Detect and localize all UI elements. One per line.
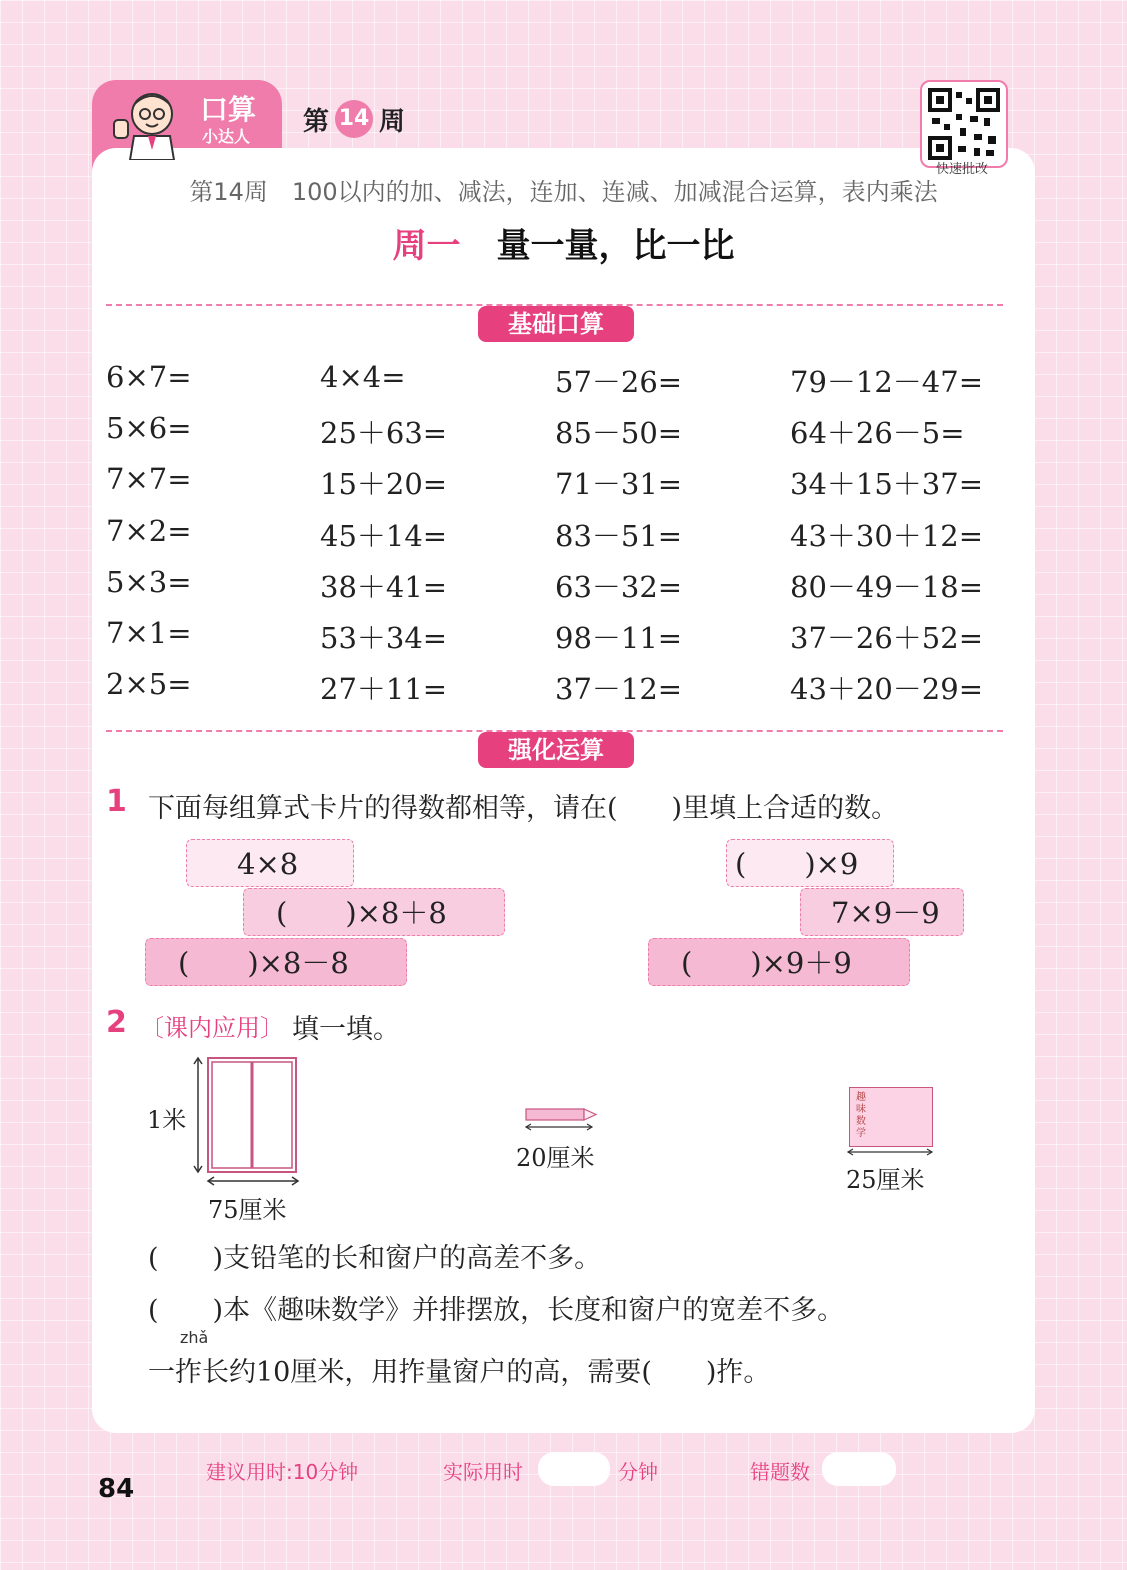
day-title (92, 218, 1035, 267)
arithmetic-problem[interactable]: 7×1= (106, 616, 192, 650)
formula-card[interactable]: ( )×8－8 (145, 938, 407, 986)
arithmetic-problem[interactable]: 38＋41= (320, 569, 448, 604)
qr-label: 快速批改 (935, 162, 988, 177)
actual-time-input[interactable] (538, 1452, 610, 1486)
question-text: 下面每组算式卡片的得数都相等，请在( )里填上合适的数。 (148, 793, 899, 824)
question-text: 填一填。 (292, 1014, 400, 1045)
week-label (303, 100, 405, 138)
day-label: 周一 (392, 226, 461, 266)
pencil-length-label: 20厘米 (516, 1144, 595, 1172)
book-width-arrow (846, 1146, 936, 1158)
arithmetic-problem[interactable]: 83－51= (555, 518, 683, 553)
question-tag: 〔课内应用〕 (140, 1014, 284, 1042)
arithmetic-problem[interactable]: 15＋20= (320, 467, 448, 502)
arithmetic-problem[interactable]: 4×4= (320, 360, 406, 394)
formula-card[interactable]: ( )×8＋8 (243, 888, 505, 936)
fill-line-2[interactable]: ( )本《趣味数学》并排摆放，长度和窗户的宽差不多。 (148, 1295, 845, 1326)
day-topic: 量一量，比一比 (496, 226, 735, 266)
window-height-label: 1米 (147, 1106, 187, 1134)
arithmetic-problem[interactable]: 63－32= (555, 569, 683, 604)
book-width-label: 25厘米 (846, 1166, 925, 1194)
pinyin-annotation: zhǎ (180, 1328, 209, 1347)
section-tag-advanced: 强化运算 (478, 732, 634, 768)
arithmetic-problem[interactable]: 80－49－18= (790, 569, 984, 604)
window-width-arrow (206, 1174, 300, 1188)
week-number-badge: 14 (335, 100, 373, 138)
minutes-label: 分钟 (618, 1460, 658, 1484)
actual-time-label: 实际用时 (443, 1460, 523, 1484)
arithmetic-problem[interactable]: 64＋26－5= (790, 416, 965, 451)
arithmetic-problem[interactable]: 53＋34= (320, 621, 448, 655)
question-number: 1 (106, 784, 127, 819)
error-count-input[interactable] (822, 1452, 896, 1486)
arithmetic-problem[interactable]: 79－12－47= (790, 365, 984, 399)
fill-line-1[interactable]: ( )支铅笔的长和窗户的高差不多。 (148, 1243, 602, 1274)
question-number: 2 (106, 1005, 127, 1040)
arithmetic-problem[interactable]: 7×7= (106, 462, 192, 497)
week-suffix: 周 (379, 106, 406, 137)
week-subtitle: 第14周 100以内的加、减法，连加、连减、加减混合运算，表内乘法 (189, 178, 938, 206)
formula-card[interactable]: ( )×9 (726, 839, 894, 887)
formula-card: 7×9－9 (800, 888, 964, 936)
formula-card: 4×8 (186, 839, 354, 887)
arithmetic-problem[interactable]: 45＋14= (320, 518, 448, 553)
arithmetic-problem[interactable]: 34＋15＋37= (790, 467, 984, 502)
arithmetic-problem[interactable]: 71－31= (555, 467, 683, 502)
arithmetic-problem[interactable]: 6×7= (106, 360, 192, 394)
arithmetic-problem[interactable]: 57－26= (555, 365, 683, 399)
arithmetic-problem[interactable]: 2×5= (106, 667, 192, 702)
arithmetic-problem[interactable]: 85－50= (555, 416, 683, 451)
window-icon (192, 1054, 302, 1176)
brand-title: 口算 (200, 93, 257, 126)
arithmetic-problem[interactable]: 7×2= (106, 513, 192, 548)
arithmetic-problem[interactable]: 37－12= (555, 672, 683, 707)
window-width-label: 75厘米 (208, 1196, 287, 1224)
arithmetic-problem[interactable]: 37－26＋52= (790, 621, 984, 655)
book-icon (849, 1087, 933, 1147)
week-prefix: 第 (303, 106, 330, 137)
formula-card[interactable]: ( )×9＋9 (648, 938, 910, 986)
brand-subtitle: 小达人 (202, 127, 251, 146)
suggested-time: 建议用时:10分钟 (206, 1460, 359, 1484)
arithmetic-problem[interactable]: 27＋11= (320, 672, 448, 707)
kid-mascot-icon (108, 84, 188, 160)
error-count-label: 错题数 (750, 1460, 810, 1484)
page-number: 84 (98, 1474, 135, 1504)
arithmetic-problem[interactable]: 98－11= (555, 621, 683, 655)
arithmetic-problem[interactable]: 5×6= (106, 411, 192, 446)
arithmetic-problem[interactable]: 43＋20－29= (790, 672, 984, 707)
arithmetic-problem[interactable]: 5×3= (106, 564, 192, 599)
arithmetic-problem[interactable]: 25＋63= (320, 416, 448, 451)
book-cover-text: 趣味数学 (856, 1092, 866, 1139)
section-tag-basic: 基础口算 (478, 306, 634, 342)
arithmetic-problem[interactable]: 43＋30＋12= (790, 518, 984, 553)
qr-code-icon[interactable] (920, 80, 1008, 168)
pencil-icon (522, 1106, 600, 1132)
fill-line-3[interactable]: 一拃长约10厘米，用拃量窗户的高，需要( )拃。 (148, 1357, 771, 1388)
